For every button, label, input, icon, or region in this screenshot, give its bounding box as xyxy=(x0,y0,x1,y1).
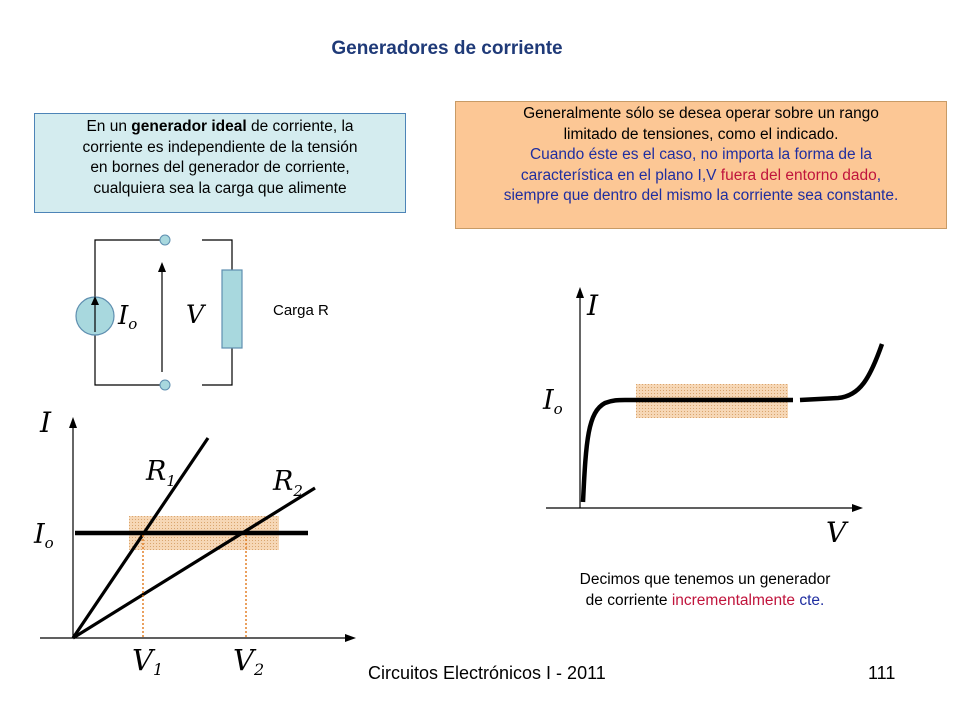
r1-label: $R_1$ xyxy=(146,456,176,490)
conclusion-line-2 xyxy=(540,590,870,611)
circuit-diagram xyxy=(76,235,242,390)
conclusion-highlight: incrementalmente xyxy=(671,592,796,609)
left-y-arrow-icon xyxy=(69,417,77,428)
right-x-axis-label: V xyxy=(826,516,847,549)
range-line-1: Generalmente sólo se desea operar sobre un rango xyxy=(523,105,879,122)
footer-course: Circuitos Electrónicos I - 2011 xyxy=(368,663,606,683)
r2-label: $R_2$ xyxy=(273,466,303,500)
range-line-3: Cuando éste es el caso, no importa la forma de la xyxy=(529,146,873,163)
v2-label: V2 xyxy=(233,643,265,679)
left-x-arrow-icon xyxy=(345,634,356,642)
note-line-2: corriente es independiente de la tensión xyxy=(82,138,358,156)
note-line-3: en bornes del generador de corriente, xyxy=(90,159,350,176)
voltage-arrowhead-icon xyxy=(158,262,166,272)
range-line-5: siempre que dentro del mismo la corriente sea constante. xyxy=(503,187,899,204)
conclusion-text: cte. xyxy=(795,592,825,609)
range-text: característica en el plano I,V xyxy=(520,166,721,184)
note-line-4: cualquiera sea la carga que alimente xyxy=(93,179,347,197)
range-text: , xyxy=(876,166,882,184)
right-y-axis-label: I xyxy=(587,289,599,322)
conclusion-text: de corriente xyxy=(585,592,672,609)
left-y-axis-label: I xyxy=(40,406,52,439)
load-line-r2 xyxy=(73,488,315,638)
terminal-bottom-icon xyxy=(160,380,170,390)
range-highlight: fuera del entorno dado xyxy=(720,166,877,184)
circuit-voltage-label: V xyxy=(186,300,205,329)
left-io-label: Io xyxy=(34,519,54,552)
note-text: de corriente, la xyxy=(246,118,354,135)
range-line-2: limitado de tensiones, como el indicado. xyxy=(563,125,839,143)
right-y-arrow-icon xyxy=(576,287,584,298)
load-label: Carga R xyxy=(273,302,329,319)
note-text: En un xyxy=(86,118,132,135)
right-io-label: Io xyxy=(543,385,563,418)
conclusion-note xyxy=(540,569,870,611)
note-bold-term: generador ideal xyxy=(131,118,247,135)
right-x-arrow-icon xyxy=(852,504,863,512)
characteristic-breakdown xyxy=(800,344,882,400)
real-characteristic-plot xyxy=(542,287,882,549)
page-title: Generadores de corriente xyxy=(331,38,563,59)
source-current-label: Io xyxy=(118,301,138,333)
load-resistor-icon xyxy=(222,270,242,348)
conclusion-line-1: Decimos que tenemos un generador xyxy=(579,571,831,588)
load-line-plot xyxy=(33,406,356,679)
v1-label: V1 xyxy=(132,643,164,679)
terminal-top-icon xyxy=(160,235,170,245)
page-number: 111 xyxy=(868,663,896,683)
